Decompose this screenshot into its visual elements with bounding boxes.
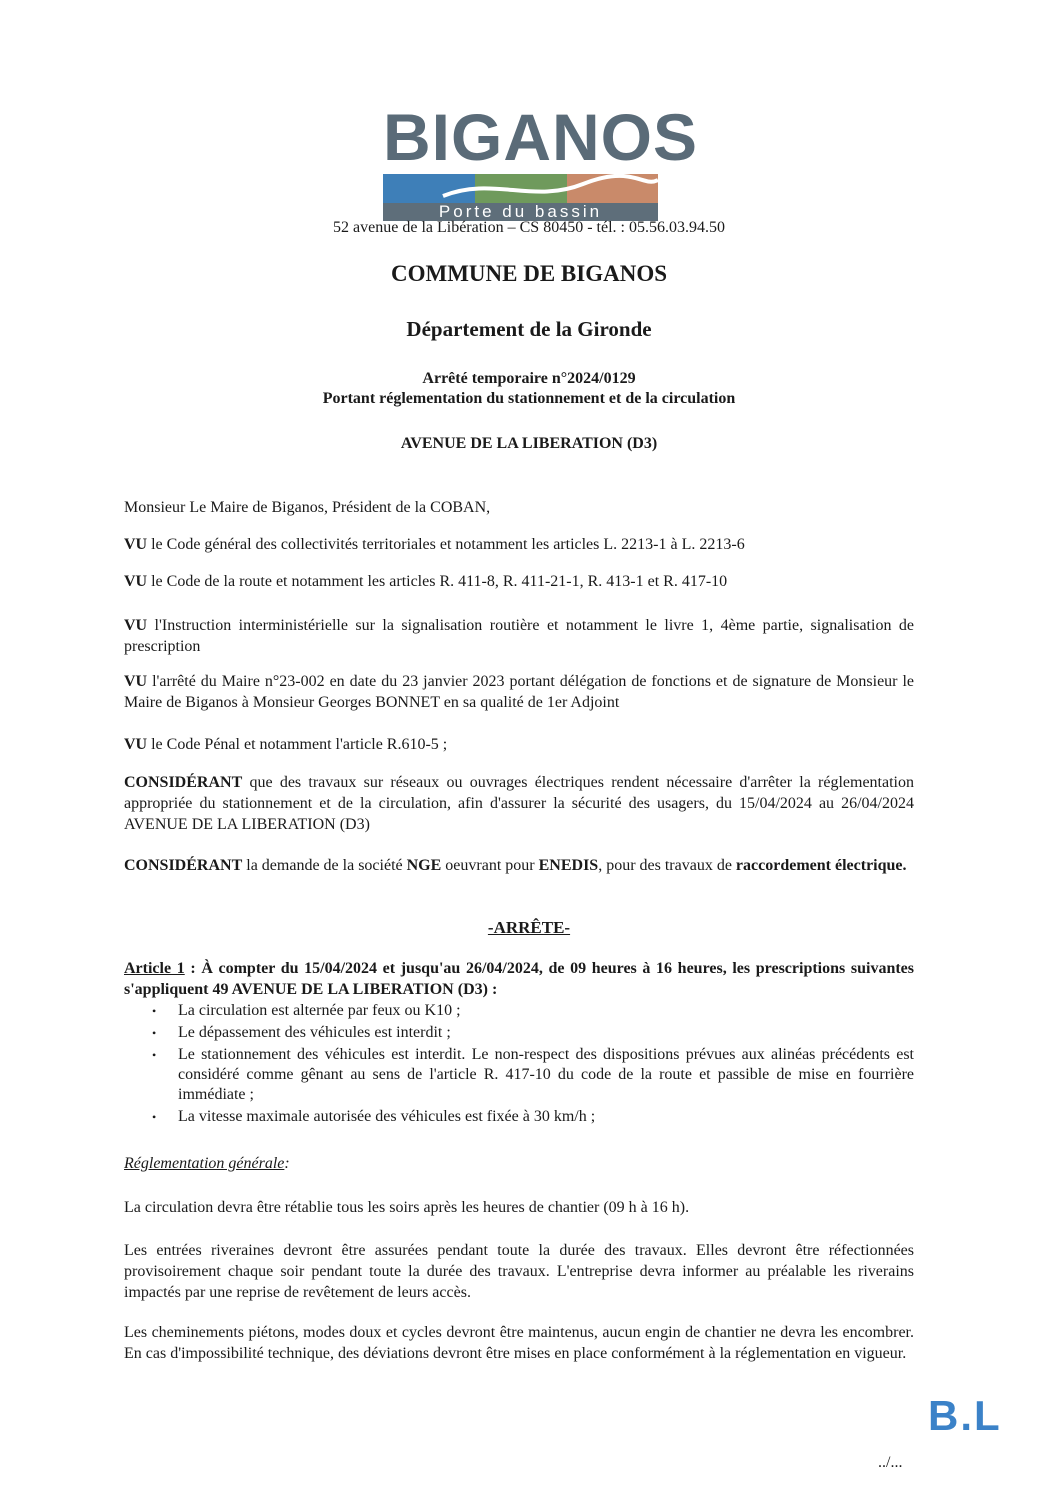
considerant-paragraph (124, 772, 914, 835)
considerant-text: que des travaux sur réseaux ou ouvrages électriques rendent nécessaire d'arrêter la réglementation appropriée du stationnement et de la circulation, afin d'assurer la sécurité des usagers, du 15/04/2024 au 26/04/2024 AVENUE DE LA LIBERATION (D3) (124, 774, 914, 833)
mayor-line: Monsieur Le Maire de Biganos, Président de la COBAN, (124, 499, 491, 516)
considerant-text: , pour des travaux de (598, 857, 736, 874)
considerant-paragraph (124, 855, 914, 876)
vu-paragraph (124, 615, 914, 657)
list-item-text: La circulation est alternée par feux ou K10 ; (178, 1002, 461, 1019)
vu-text: l'arrêté du Maire n°23-002 en date du 23 janvier 2023 portant délégation de fonctions et de signature de Monsieur le Maire de Biganos à Monsieur Georges BONNET en sa qualité de 1er Adjoint (124, 673, 914, 711)
vu-paragraph (124, 734, 914, 755)
bullet-icon: • (152, 1048, 157, 1062)
article-1-prescriptions (152, 1001, 914, 1129)
works-type: raccordement électrique. (735, 857, 907, 874)
considerant-lead: CONSIDÉRANT (124, 857, 243, 874)
vu-lead: VU (124, 573, 148, 590)
reglementation-paragraph: La circulation devra être rétablie tous les soirs après les heures de chantier (09 h à 16 h). (124, 1199, 690, 1216)
arrete-number: Arrêté temporaire n°2024/0129 (422, 370, 636, 387)
list-item-text: Le stationnement des véhicules est interdit. Le non-respect des dispositions prévues aux alinéas précédents est considéré comme gênant au sens de l'article R. 417-10 du code de la route et passible de mise en fourrière immédiate ; (178, 1046, 914, 1103)
considerant-text: la demande de la société (242, 857, 407, 874)
commune-title: COMMUNE DE BIGANOS (390, 261, 667, 286)
arrete-heading: -ARRÊTE- (487, 918, 571, 937)
considerant-text: oeuvrant pour (441, 857, 539, 874)
vu-paragraph (124, 671, 914, 713)
vu-text: le Code Pénal et notamment l'article R.610-5 ; (147, 736, 448, 753)
bullet-icon: • (152, 1026, 157, 1040)
article-1-text: : À compter du 15/04/2024 et jusqu'au 26/04/2024, de 09 heures à 16 heures, les prescriptions suivantes s'appliquent 49 AVENUE DE LA LIBERATION (D3) : (124, 960, 915, 998)
company-enedis: ENEDIS (538, 857, 599, 874)
reglementation-title: Réglementation générale (124, 1155, 285, 1172)
reglementation-paragraph: Les cheminements piétons, modes doux et cycles devront être maintenus, aucun engin de chantier ne devra les encombrer. En cas d'impossibilité technique, des déviations devront être mises en place conformément à la réglementation en vigueur. (124, 1324, 914, 1362)
continued-marker: ../... (878, 1454, 903, 1471)
vu-paragraph (124, 534, 914, 555)
initials-stamp: B.L (928, 1392, 1002, 1439)
address-line: 52 avenue de la Libération – CS 80450 - tél. : 05.56.03.94.50 (333, 219, 725, 236)
vu-lead: VU (124, 673, 148, 690)
list-item (152, 1023, 914, 1043)
arrete-subject: Portant réglementation du stationnement et de la circulation (322, 390, 736, 407)
street-title: AVENUE DE LA LIBERATION (D3) (400, 435, 658, 452)
logo-tagline: Porte du bassin (383, 203, 658, 221)
list-item-text: Le dépassement des véhicules est interdit ; (178, 1024, 451, 1041)
reglementation-heading (124, 1155, 290, 1173)
list-item (152, 1045, 914, 1105)
vu-text: le Code de la route et notamment les articles R. 411-8, R. 411-21-1, R. 413-1 et R. 417-10 (147, 573, 728, 590)
list-item (152, 1001, 914, 1021)
vu-text: le Code général des collectivités territoriales et notamment les articles L. 2213-1 à L. 2213-6 (147, 536, 745, 553)
bullet-icon: • (152, 1110, 157, 1124)
list-item-text: La vitesse maximale autorisée des véhicules est fixée à 30 km/h ; (178, 1108, 596, 1125)
article-1-label: Article 1 (124, 960, 185, 977)
considerant-lead: CONSIDÉRANT (124, 774, 243, 791)
reglementation-paragraph: Les entrées riveraines devront être assurées pendant toute la durée des travaux. Elles devront être réfectionnées provisoirement chaque soir pendant toute la durée des travaux. L'entreprise devra informer au préalable les riverains impactés par une reprise de revêtement de leurs accès. (124, 1242, 914, 1301)
biganos-logo (383, 100, 699, 221)
vu-lead: VU (124, 736, 148, 753)
logo-color-band (383, 174, 658, 204)
vu-text: l'Instruction interministérielle sur la signalisation routière et notamment le livre 1, 4ème partie, signalisation de prescription (124, 617, 914, 655)
vu-lead: VU (124, 536, 148, 553)
company-nge: NGE (406, 857, 442, 874)
logo-wordmark: BIGANOS (383, 100, 699, 174)
reglementation-title-suffix: : (284, 1155, 290, 1172)
vu-paragraph (124, 571, 914, 592)
article-1 (124, 958, 914, 1000)
list-item (152, 1107, 914, 1127)
department-title: Département de la Gironde (406, 317, 652, 341)
bullet-icon: • (152, 1004, 157, 1018)
vu-lead: VU (124, 617, 148, 634)
